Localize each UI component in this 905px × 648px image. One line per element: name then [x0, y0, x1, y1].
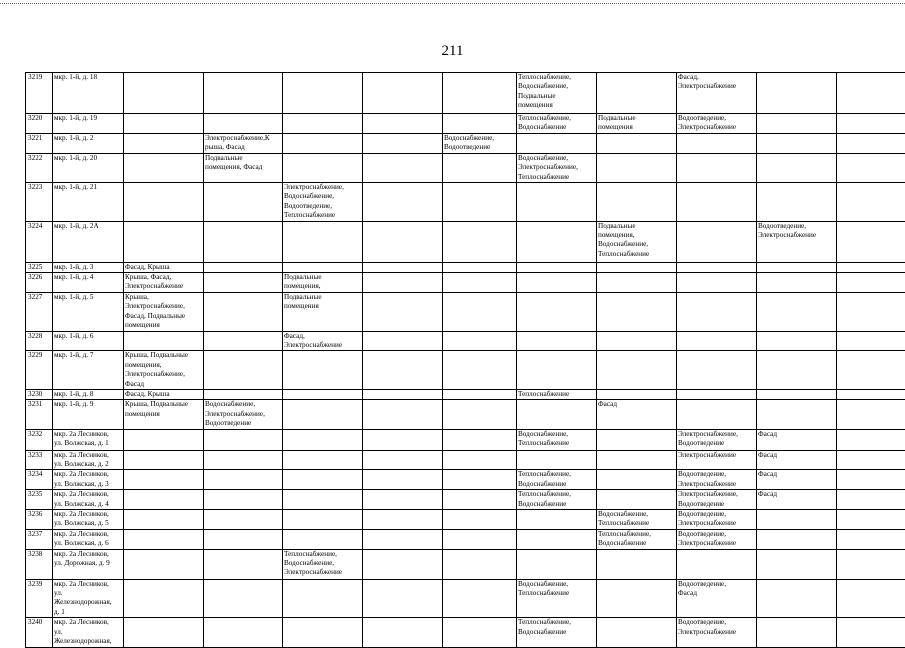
works-cell: Электроснабжение — [677, 450, 757, 470]
row-number-cell: 3235 — [26, 490, 53, 510]
table-row — [26, 262, 905, 272]
works-cell — [597, 470, 677, 490]
address-cell: мкр. 2а Лесников, ул. Волжская, д. 2 — [53, 450, 124, 470]
address-cell: мкр. 2а Лесников, ул. Волжская, д. 1 — [53, 429, 124, 450]
address-cell: мкр. 1-й, д. 9 — [53, 400, 124, 429]
works-cell — [204, 73, 283, 114]
works-cell — [124, 331, 204, 351]
works-cell — [837, 133, 905, 153]
works-cell — [443, 510, 517, 530]
works-cell — [124, 490, 204, 510]
table-row — [26, 429, 905, 450]
works-cell — [363, 490, 443, 510]
works-cell — [597, 133, 677, 153]
works-cell — [837, 529, 905, 549]
row-number-cell: 3230 — [26, 389, 53, 399]
row-number-cell: 3226 — [26, 273, 53, 293]
works-cell — [204, 262, 283, 272]
works-cell — [443, 153, 517, 182]
works-cell — [204, 429, 283, 450]
works-cell — [204, 389, 283, 399]
works-cell — [597, 273, 677, 293]
works-cell — [597, 183, 677, 222]
works-cell — [363, 262, 443, 272]
table-row — [26, 510, 905, 530]
works-cell — [517, 262, 597, 272]
works-cell — [443, 429, 517, 450]
works-cell — [677, 221, 757, 262]
works-cell — [443, 183, 517, 222]
row-number-cell: 3238 — [26, 549, 53, 579]
works-cell — [597, 389, 677, 399]
works-cell — [283, 351, 363, 390]
works-cell — [837, 292, 905, 331]
works-cell — [597, 292, 677, 331]
address-cell: мкр. 2а Лесников, ул. Волжская, д. 5 — [53, 510, 124, 530]
works-cell: Водоотведение, Фасад — [677, 579, 757, 618]
row-number-cell: 3231 — [26, 400, 53, 429]
works-cell — [597, 153, 677, 182]
works-cell — [517, 133, 597, 153]
works-cell — [757, 389, 837, 399]
address-cell: мкр. 1-й, д. 18 — [53, 73, 124, 114]
works-cell — [204, 549, 283, 579]
table-row — [26, 529, 905, 549]
works-cell — [517, 273, 597, 293]
works-cell — [124, 183, 204, 222]
row-number-cell: 3221 — [26, 133, 53, 153]
works-cell — [124, 133, 204, 153]
row-number-cell: 3234 — [26, 470, 53, 490]
works-cell — [283, 510, 363, 530]
works-cell: Теплоснабжение, Водоснабжение — [517, 618, 597, 648]
page-number: 211 — [0, 43, 905, 60]
works-cell — [124, 153, 204, 182]
works-cell — [517, 221, 597, 262]
works-cell — [283, 400, 363, 429]
row-number-cell: 3239 — [26, 579, 53, 618]
works-cell — [283, 389, 363, 399]
works-cell — [517, 351, 597, 390]
row-number-cell: 3236 — [26, 510, 53, 530]
works-cell: Электроснабжение, Водоотведение — [677, 490, 757, 510]
works-cell — [757, 292, 837, 331]
works-cell — [757, 153, 837, 182]
works-cell — [204, 618, 283, 648]
table-row — [26, 114, 905, 134]
address-cell: мкр. 2а Лесников, ул. Дорожная, д. 9 — [53, 549, 124, 579]
address-cell: мкр. 1-й, д. 3 — [53, 262, 124, 272]
works-cell: Электроснабжение, Водоотведение — [677, 429, 757, 450]
works-cell — [363, 114, 443, 134]
table-row — [26, 292, 905, 331]
works-cell — [677, 153, 757, 182]
works-cell: Подвальные помещения — [283, 292, 363, 331]
table-row — [26, 470, 905, 490]
works-cell: Водоотведение, Электроснабжение — [757, 221, 837, 262]
works-cell: Водоснабжение, Водоотведение — [443, 133, 517, 153]
table-row — [26, 273, 905, 293]
works-cell — [443, 73, 517, 114]
works-cell: Теплоснабжение, Водоснабжение, Подвальные помещения — [517, 73, 597, 114]
works-cell — [363, 429, 443, 450]
works-cell: Фасад, Электроснабжение — [677, 73, 757, 114]
works-cell — [443, 262, 517, 272]
works-cell — [124, 618, 204, 648]
works-cell — [757, 73, 837, 114]
works-cell: Подвальные помещения — [597, 114, 677, 134]
works-cell — [363, 221, 443, 262]
works-cell — [363, 389, 443, 399]
address-cell: мкр. 2а Лесников, ул. Волжская, д. 6 — [53, 529, 124, 549]
works-cell: Водоснабжение, Электроснабжение, Теплоснабжение — [517, 153, 597, 182]
works-cell — [204, 331, 283, 351]
works-cell — [124, 221, 204, 262]
works-cell — [204, 529, 283, 549]
works-cell: Водоснабжение, Теплоснабжение — [517, 429, 597, 450]
works-cell — [837, 490, 905, 510]
works-cell — [837, 470, 905, 490]
works-cell — [757, 618, 837, 648]
table-row — [26, 73, 905, 114]
works-cell — [283, 450, 363, 470]
works-cell — [517, 292, 597, 331]
row-number-cell: 3225 — [26, 262, 53, 272]
address-cell: мкр. 2а Лесников, ул. Железнодорожная, д. 1 — [53, 579, 124, 618]
address-cell: мкр. 2а Лесников, ул. Железнодорожная, — [53, 618, 124, 648]
works-cell — [677, 389, 757, 399]
works-cell — [677, 133, 757, 153]
works-cell — [283, 429, 363, 450]
works-cell — [204, 510, 283, 530]
works-cell — [443, 549, 517, 579]
row-number-cell: 3240 — [26, 618, 53, 648]
works-cell — [837, 450, 905, 470]
works-cell — [363, 450, 443, 470]
works-cell: Подвальные помещения, — [283, 273, 363, 293]
works-cell — [757, 273, 837, 293]
works-cell — [124, 579, 204, 618]
works-cell: Фасад, Крыша — [124, 262, 204, 272]
row-number-cell: 3219 — [26, 73, 53, 114]
works-cell: Водоснабжение, Теплоснабжение — [517, 579, 597, 618]
works-cell — [363, 510, 443, 530]
row-number-cell: 3224 — [26, 221, 53, 262]
works-cell — [517, 529, 597, 549]
works-cell — [677, 273, 757, 293]
address-cell: мкр. 1-й, д. 6 — [53, 331, 124, 351]
works-cell: Теплоснабжение, Водоснабжение — [597, 529, 677, 549]
works-cell — [363, 549, 443, 579]
address-cell: мкр. 1-й, д. 8 — [53, 389, 124, 399]
works-cell — [363, 351, 443, 390]
works-cell — [443, 389, 517, 399]
works-cell — [597, 429, 677, 450]
works-cell — [837, 549, 905, 579]
table-row — [26, 579, 905, 618]
works-cell — [677, 351, 757, 390]
address-cell: мкр. 1-й, д. 20 — [53, 153, 124, 182]
table-row — [26, 490, 905, 510]
works-cell: Подвальные помещения, Водоснабжение, Теплоснабжение — [597, 221, 677, 262]
address-cell: мкр. 1-й, д. 5 — [53, 292, 124, 331]
works-cell — [283, 153, 363, 182]
works-cell — [597, 618, 677, 648]
table-row — [26, 450, 905, 470]
works-cell — [677, 183, 757, 222]
works-cell — [204, 273, 283, 293]
works-cell: Фасад — [597, 400, 677, 429]
works-cell: Водоснабжение, Теплоснабжение — [597, 510, 677, 530]
works-cell — [837, 153, 905, 182]
works-cell — [443, 529, 517, 549]
works-cell — [443, 618, 517, 648]
works-cell: Водоотведение, Электроснабжение — [677, 529, 757, 549]
works-cell: Крыша, Подвальные помещения — [124, 400, 204, 429]
works-cell: Теплоснабжение, Водоснабжение — [517, 114, 597, 134]
works-cell — [757, 114, 837, 134]
table-row — [26, 618, 905, 648]
works-cell — [757, 183, 837, 222]
works-cell — [204, 351, 283, 390]
table-row — [26, 221, 905, 262]
address-cell: мкр. 1-й, д. 21 — [53, 183, 124, 222]
works-cell — [124, 510, 204, 530]
works-cell — [204, 450, 283, 470]
works-cell — [363, 470, 443, 490]
works-cell — [204, 579, 283, 618]
works-cell — [597, 549, 677, 579]
works-cell — [204, 470, 283, 490]
works-cell: Крыша, Фасад, Электроснабжение — [124, 273, 204, 293]
table-row — [26, 331, 905, 351]
works-cell: Фасад, Электроснабжение — [283, 331, 363, 351]
works-cell — [363, 400, 443, 429]
works-cell — [757, 351, 837, 390]
works-cell — [837, 400, 905, 429]
works-cell: Водоотведение, Электроснабжение — [677, 510, 757, 530]
works-cell — [204, 183, 283, 222]
works-cell — [204, 292, 283, 331]
works-cell — [837, 429, 905, 450]
works-cell — [124, 73, 204, 114]
works-cell — [124, 470, 204, 490]
works-cell — [443, 292, 517, 331]
works-cell — [837, 73, 905, 114]
works-cell: Фасад — [757, 470, 837, 490]
works-cell — [757, 400, 837, 429]
works-cell — [597, 351, 677, 390]
works-cell — [757, 133, 837, 153]
works-cell — [443, 579, 517, 618]
works-cell — [363, 183, 443, 222]
works-cell: Крыша, Электроснабжение, Фасад, Подвальные помещения — [124, 292, 204, 331]
works-cell — [597, 73, 677, 114]
works-cell — [283, 133, 363, 153]
works-cell — [517, 400, 597, 429]
works-cell: Фасад, Крыша — [124, 389, 204, 399]
works-cell: Водоотведение, Электроснабжение — [677, 470, 757, 490]
row-number-cell: 3233 — [26, 450, 53, 470]
works-cell — [757, 510, 837, 530]
works-cell — [517, 450, 597, 470]
works-cell — [677, 549, 757, 579]
table-row — [26, 183, 905, 222]
table-row — [26, 400, 905, 429]
works-cell: Фасад — [757, 490, 837, 510]
works-cell — [837, 273, 905, 293]
works-cell — [283, 73, 363, 114]
row-number-cell: 3237 — [26, 529, 53, 549]
works-cell — [283, 470, 363, 490]
works-cell: Водоснабжение, Электроснабжение, Водоотведение — [204, 400, 283, 429]
works-cell — [363, 579, 443, 618]
works-cell: Теплоснабжение, Водоснабжение, Электроснабжение — [283, 549, 363, 579]
address-cell: мкр. 1-й, д. 19 — [53, 114, 124, 134]
works-cell — [443, 450, 517, 470]
works-cell — [443, 490, 517, 510]
works-cell — [204, 114, 283, 134]
address-cell: мкр. 1-й, д. 2 — [53, 133, 124, 153]
table-row — [26, 351, 905, 390]
works-cell — [517, 549, 597, 579]
works-cell — [757, 262, 837, 272]
works-cell — [363, 153, 443, 182]
works-cell — [283, 579, 363, 618]
works-cell — [363, 618, 443, 648]
works-cell — [837, 351, 905, 390]
works-cell — [677, 292, 757, 331]
row-number-cell: 3227 — [26, 292, 53, 331]
works-cell — [443, 331, 517, 351]
works-cell — [597, 490, 677, 510]
works-cell — [363, 133, 443, 153]
works-cell: Подвальные помещения, Фасад — [204, 153, 283, 182]
works-cell — [283, 490, 363, 510]
works-cell — [677, 331, 757, 351]
address-cell: мкр. 1-й, д. 7 — [53, 351, 124, 390]
works-cell — [443, 470, 517, 490]
works-cell — [363, 273, 443, 293]
works-cell — [363, 73, 443, 114]
works-cell — [837, 221, 905, 262]
works-cell — [204, 490, 283, 510]
works-cell — [443, 273, 517, 293]
works-cell: Крыша, Подвальные помещения, Электроснабжение, Фасад — [124, 351, 204, 390]
works-cell — [597, 262, 677, 272]
works-cell: Фасад — [757, 450, 837, 470]
address-cell: мкр. 1-й, д. 2А — [53, 221, 124, 262]
works-cell — [517, 510, 597, 530]
works-cell — [757, 529, 837, 549]
works-cell — [443, 114, 517, 134]
works-cell: Водоотведение, Электроснабжение — [677, 114, 757, 134]
works-cell — [124, 549, 204, 579]
works-cell: Теплоснабжение, Водоснабжение — [517, 490, 597, 510]
row-number-cell: 3223 — [26, 183, 53, 222]
works-cell — [837, 183, 905, 222]
row-number-cell: 3220 — [26, 114, 53, 134]
works-cell — [677, 262, 757, 272]
works-cell — [837, 262, 905, 272]
address-cell: мкр. 2а Лесников, ул. Волжская, д. 3 — [53, 470, 124, 490]
works-cell — [597, 450, 677, 470]
address-cell: мкр. 1-й, д. 4 — [53, 273, 124, 293]
works-cell — [517, 331, 597, 351]
table-row — [26, 549, 905, 579]
table-row — [26, 389, 905, 399]
works-cell — [443, 351, 517, 390]
row-number-cell: 3232 — [26, 429, 53, 450]
works-cell — [837, 114, 905, 134]
works-cell — [204, 221, 283, 262]
works-cell — [837, 389, 905, 399]
works-cell — [443, 221, 517, 262]
works-cell — [757, 331, 837, 351]
table-row — [26, 153, 905, 182]
works-cell — [837, 618, 905, 648]
works-cell — [597, 579, 677, 618]
works-cell: Фасад — [757, 429, 837, 450]
works-cell — [124, 429, 204, 450]
works-cell: Электроснабжение,К рыша, Фасад — [204, 133, 283, 153]
works-cell — [757, 549, 837, 579]
works-cell — [363, 529, 443, 549]
row-number-cell: 3228 — [26, 331, 53, 351]
works-cell — [124, 450, 204, 470]
works-cell — [837, 510, 905, 530]
works-cell: Электроснабжение, Водоснабжение, Водоотведение, Теплоснабжение — [283, 183, 363, 222]
works-cell — [837, 579, 905, 618]
repair-schedule-table — [25, 72, 905, 648]
works-cell — [283, 529, 363, 549]
works-cell — [677, 400, 757, 429]
works-cell — [124, 114, 204, 134]
page-top-border — [0, 3, 905, 4]
address-cell: мкр. 2а Лесников, ул. Волжская, д. 4 — [53, 490, 124, 510]
works-cell — [363, 331, 443, 351]
row-number-cell: 3229 — [26, 351, 53, 390]
works-cell — [443, 400, 517, 429]
works-cell — [283, 221, 363, 262]
works-cell: Теплоснабжение, Водоснабжение — [517, 470, 597, 490]
works-cell: Водоотведение, Электроснабжение — [677, 618, 757, 648]
works-cell — [757, 579, 837, 618]
works-cell — [283, 618, 363, 648]
works-cell — [517, 183, 597, 222]
works-cell — [283, 114, 363, 134]
row-number-cell: 3222 — [26, 153, 53, 182]
works-cell — [597, 331, 677, 351]
works-cell — [283, 262, 363, 272]
table-row — [26, 133, 905, 153]
works-cell — [124, 529, 204, 549]
works-cell — [363, 292, 443, 331]
works-cell: Теплоснабжение — [517, 389, 597, 399]
works-cell — [837, 331, 905, 351]
